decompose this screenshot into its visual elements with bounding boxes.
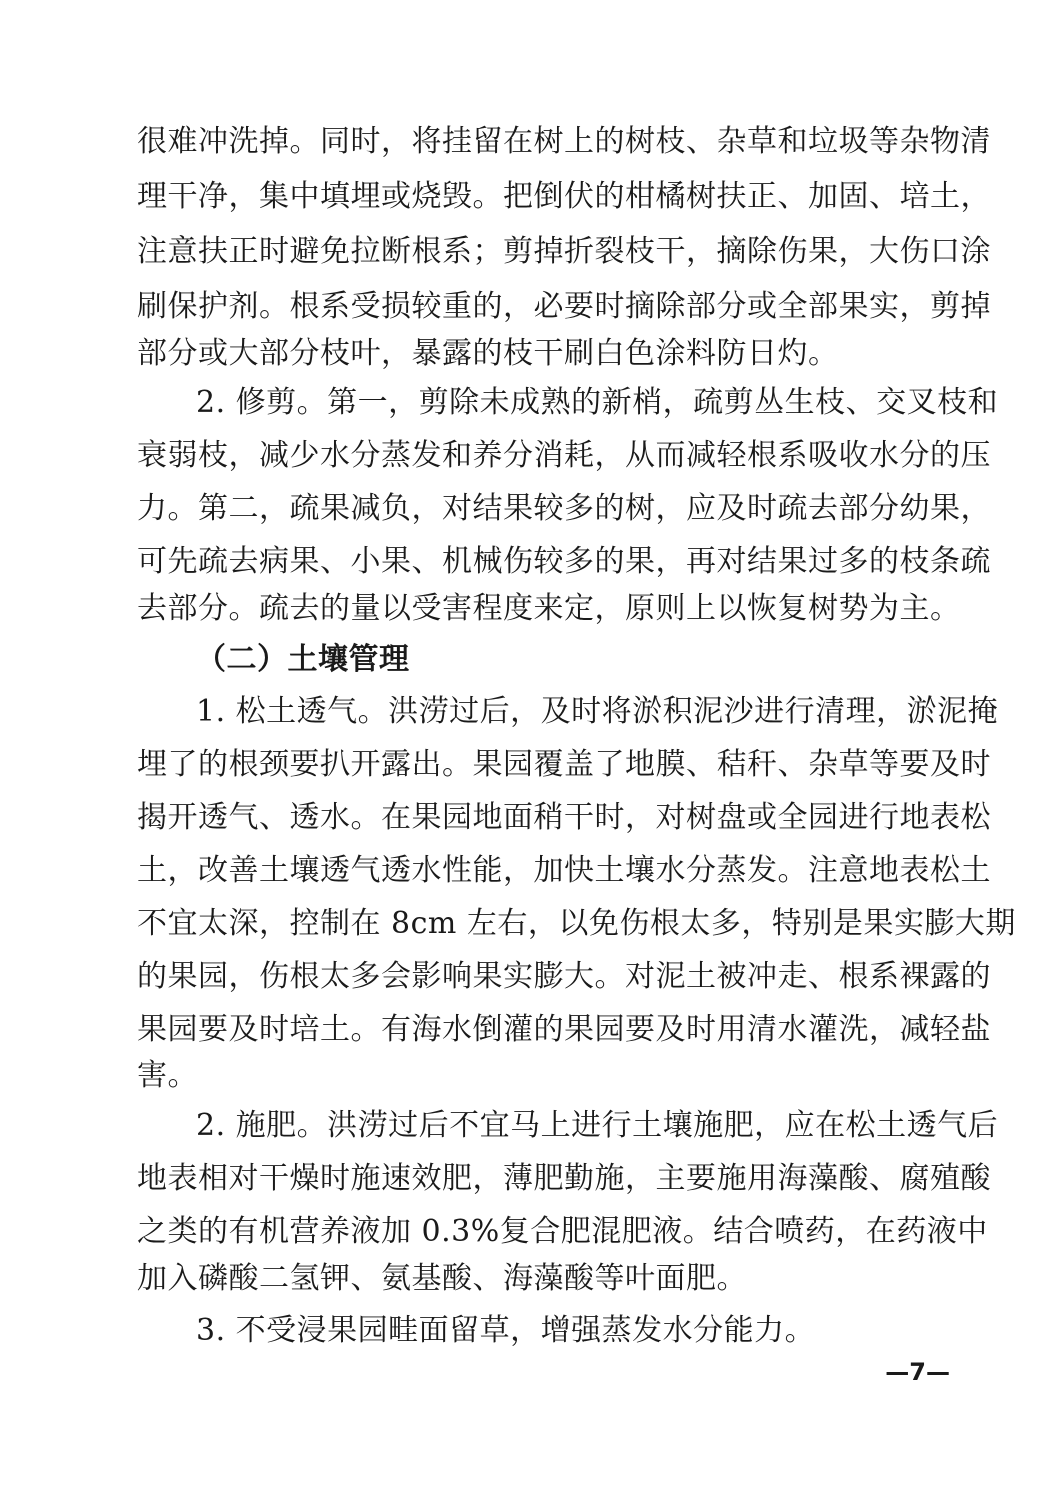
paragraph-start-line: 2. 施肥。洪涝过后不宜马上进行土壤施肥，应在松土透气后 <box>196 1108 999 1143</box>
paragraph-start-line: 3. 不受浸果园畦面留草，增强蒸发水分能力。 <box>196 1313 816 1348</box>
text-line: 之类的有机营养液加 0.3%复合肥混肥液。结合喷药，在药液中 <box>137 1214 988 1249</box>
text-line: 土，改善土壤透气透水性能，加快土壤水分蒸发。注意地表松土 <box>137 853 991 888</box>
text-line: 力。第二，疏果减负，对结果较多的树，应及时疏去部分幼果， <box>137 491 991 526</box>
text-line: 可先疏去病果、小果、机械伤较多的果，再对结果过多的枝条疏 <box>137 544 991 579</box>
text-line: 地表相对干燥时施速效肥，薄肥勤施，主要施用海藻酸、腐殖酸 <box>137 1161 991 1196</box>
text-line: 不宜太深，控制在 8cm 左右，以免伤根太多，特别是果实膨大期 <box>137 906 1016 941</box>
text-line: 去部分。疏去的量以受害程度来定，原则上以恢复树势为主。 <box>137 591 961 626</box>
text-line: 部分或大部分枝叶，暴露的枝干刷白色涂料防日灼。 <box>137 336 839 371</box>
text-line: 埋了的根颈要扒开露出。果园覆盖了地膜、秸秆、杂草等要及时 <box>137 747 991 782</box>
page-number: —7— <box>885 1358 950 1386</box>
text-line: 加入磷酸二氢钾、氨基酸、海藻酸等叶面肥。 <box>137 1261 747 1296</box>
text-line: 衰弱枝，减少水分蒸发和养分消耗，从而减轻根系吸收水分的压 <box>137 438 991 473</box>
paragraph-start-line: 1. 松土透气。洪涝过后，及时将淤积泥沙进行清理，淤泥掩 <box>196 694 999 729</box>
text-line: 害。 <box>137 1058 198 1093</box>
text-line: 的果园，伤根太多会影响果实膨大。对泥土被冲走、根系裸露的 <box>137 959 991 994</box>
text-line: 理干净，集中填埋或烧毁。把倒伏的柑橘树扶正、加固、培土， <box>137 179 991 214</box>
text-line: 果园要及时培土。有海水倒灌的果园要及时用清水灌洗，减轻盐 <box>137 1012 991 1047</box>
section-heading: （二）土壤管理 <box>196 642 410 677</box>
text-line: 注意扶正时避免拉断根系；剪掉折裂枝干，摘除伤果，大伤口涂 <box>137 234 991 269</box>
text-line: 很难冲洗掉。同时，将挂留在树上的树枝、杂草和垃圾等杂物清 <box>137 124 991 159</box>
text-line: 揭开透气、透水。在果园地面稍干时，对树盘或全园进行地表松 <box>137 800 991 835</box>
text-line: 刷保护剂。根系受损较重的，必要时摘除部分或全部果实，剪掉 <box>137 289 991 324</box>
paragraph-start-line: 2. 修剪。第一，剪除未成熟的新梢，疏剪丛生枝、交叉枝和 <box>196 385 999 420</box>
